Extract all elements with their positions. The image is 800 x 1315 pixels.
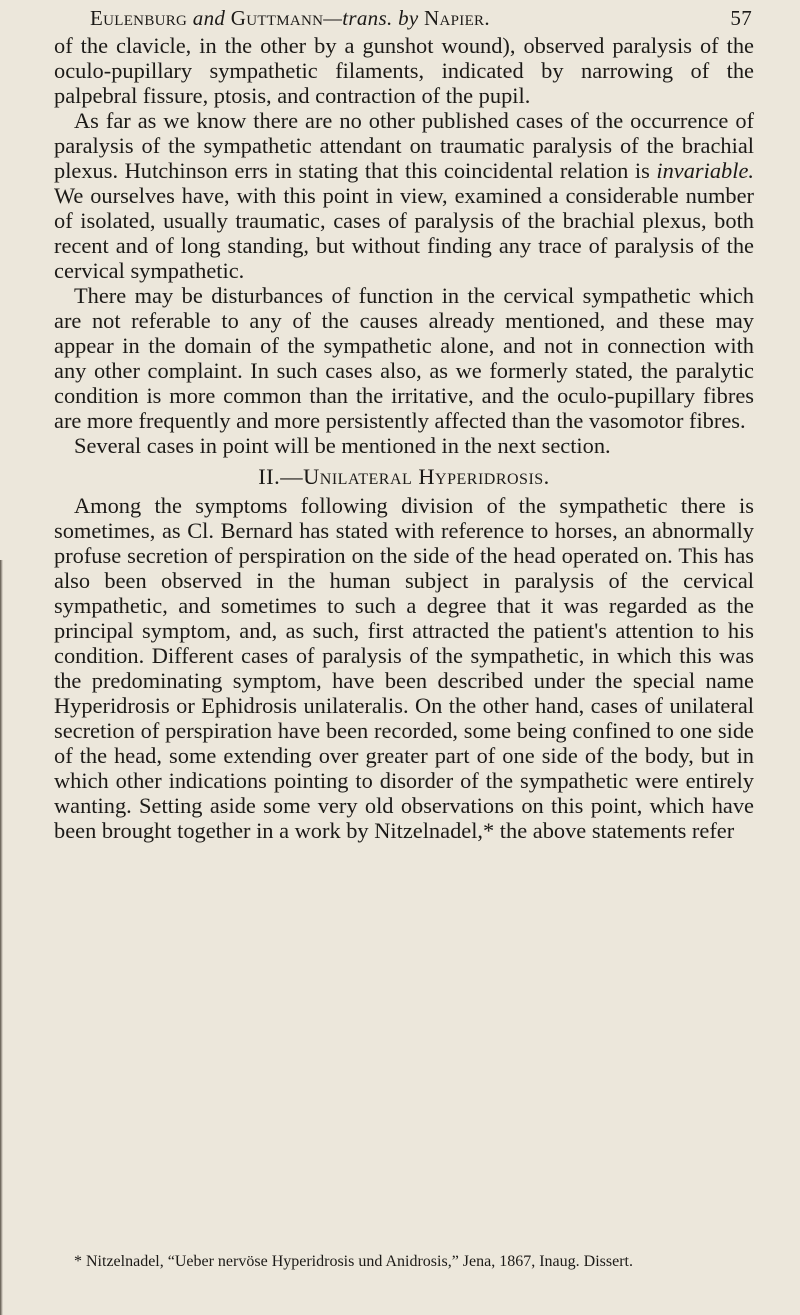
section-heading (54, 464, 754, 489)
header-and: and (192, 6, 226, 30)
paragraph-1: of the clavicle, in the other by a gunshot wound), observed paralysis of the oculo-pupillary sympathetic filaments, indicated by narrowing of the palpebral fissure, ptosis, and contraction of the pupil. (54, 33, 754, 108)
page-binding-shadow (0, 560, 3, 1315)
header-author-2: Guttmann (230, 6, 324, 30)
paragraph-2-text-b: We ourselves have, with this point in view, examined a considerable number of isolated, usually traumatic, cases of paralysis of the brachial plexus, both recent and of long standing, but without finding any trace of paralysis of the cervical sympathetic. (54, 183, 754, 283)
section-number: II.— (258, 464, 304, 489)
header-translator: Napier. (424, 6, 490, 30)
header-by: by (398, 6, 419, 30)
paragraph-4: Several cases in point will be mentioned in the next section. (74, 433, 611, 458)
section-title: Unilateral Hyperidrosis. (303, 464, 550, 489)
running-title (90, 6, 490, 31)
paragraph-3: There may be disturbances of function in the cervical sympathetic which are not referable to any of the causes already mentioned, and these may appear in the domain of the sympathetic alone, and not in connection with any other complaint. In such cases also, as we formerly stated, the paralytic condition is more common than the irritative, and the oculo-pupillary fibres are more frequently and more persistently affected than the vasomotor fibres. (54, 283, 754, 433)
paragraph-5: Among the symptoms following division of the sympathetic there is sometimes, as Cl. Bernard has stated with reference to horses, an abnormally profuse secretion of perspiration on the side of the head operated on. This has also been observed in the human subject in paralysis of the cervical sympathetic, and sometimes to such a degree that it was regarded as the principal symptom, and, as such, first attracted the patient's attention to his condition. Different cases of paralysis of the sympathetic, in which this was the predominating symptom, have been described under the special name Hyperidrosis or Ephidrosis unilateralis. On the other hand, cases of unilateral secretion of perspiration have been recorded, some being confined to one side of the head, some extending over greater part of one side of the body, but in which other indications pointing to disorder of the sympathetic were entirely wanting. Setting aside some very old observations on this point, which have been brought together in a work by Nitzelnadel,* the above statements refer (54, 493, 754, 843)
header-trans: —trans. (323, 6, 393, 30)
header-author-1: Eulenburg (90, 6, 188, 30)
page-number: 57 (730, 6, 752, 30)
paragraph-2 (54, 108, 754, 283)
footnote (54, 1252, 754, 1271)
running-header (90, 6, 752, 36)
paragraph-2-text-a: As far as we know there are no other published cases of the occurrence of paralysis of the sympathetic attendant on traumatic paralysis of the brachial plexus. Hutchinson errs in stating that this coincidental relation is (54, 108, 754, 183)
paragraph-2-emphasis: invariable. (656, 158, 754, 183)
page-body (54, 33, 754, 843)
footnote-text: * Nitzelnadel, “Ueber nervöse Hyperidrosis und Anidrosis,” Jena, 1867, Inaug. Dissert. (74, 1253, 633, 1270)
